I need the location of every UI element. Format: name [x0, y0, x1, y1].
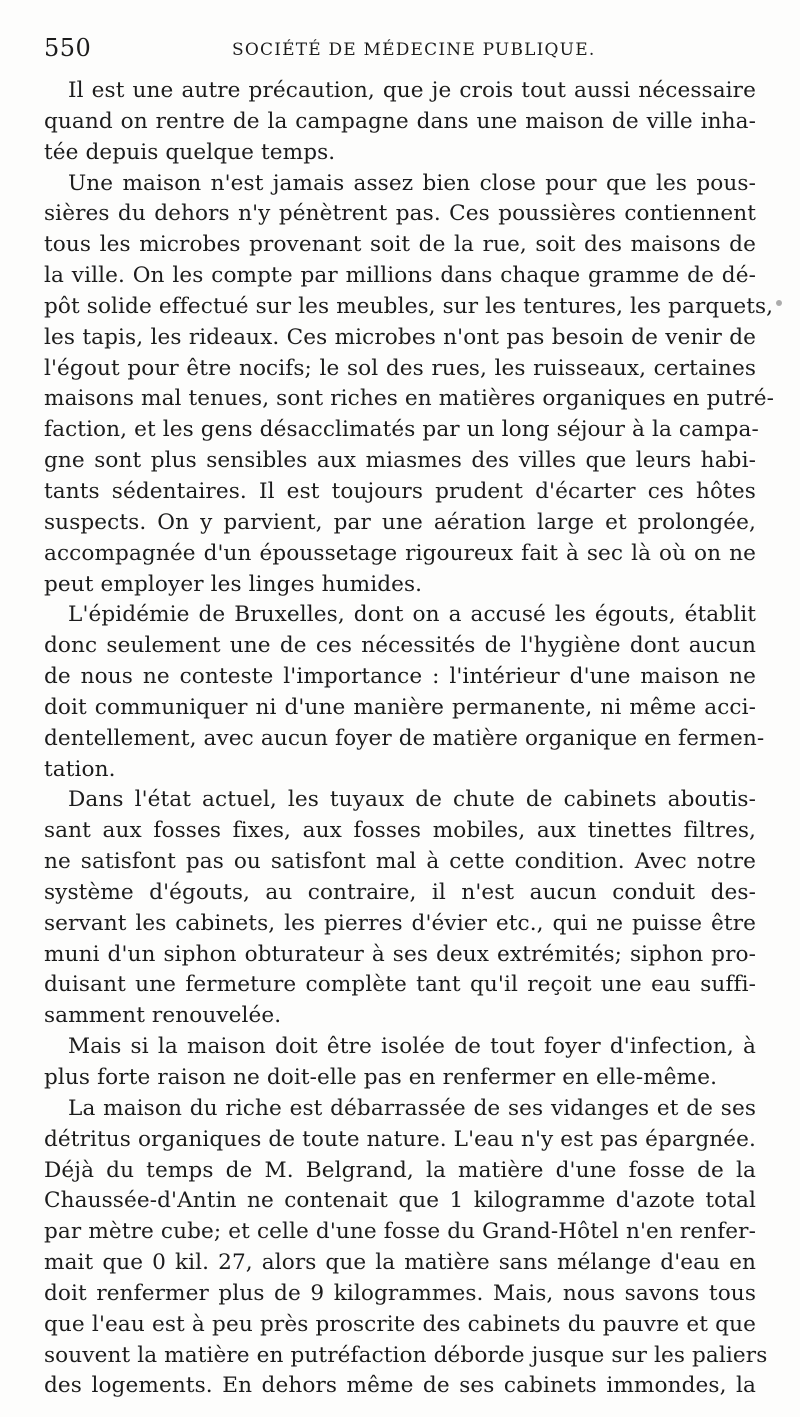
text-line: plus forte raison ne doit-elle pas en renfermer en elle-même.: [44, 1065, 718, 1090]
text-line: doit communiquer ni d'une manière permanente, ni même acci-: [44, 694, 756, 720]
text-line: tous les microbes provenant soit de la rue, soit des maisons de: [44, 232, 756, 258]
text-line: ne satisfont pas ou satisfont mal à cette condition. Avec notre: [44, 849, 756, 875]
text-line: Une maison n'est jamais assez bien close pour que les pous-: [68, 170, 756, 196]
running-head: SOCIÉTÉ DE MÉDECINE PUBLIQUE.: [232, 40, 596, 60]
text-line: maisons mal tenues, sont riches en matières organiques en putré-: [44, 386, 775, 412]
text-line: suspects. On y parvient, par une aération large et prolongée,: [44, 509, 756, 535]
text-line: des logements. En dehors même de ses cabinets immondes, la: [44, 1373, 756, 1399]
text-line: muni d'un siphon obturateur à ses deux extrémités; siphon pro-: [44, 941, 756, 967]
text-line: par mètre cube; et celle d'une fosse du Grand-Hôtel n'en renfer-: [44, 1219, 756, 1245]
text-line: dentellement, avec aucun foyer de matière organique en fermen-: [44, 725, 765, 751]
text-line: tée depuis quelque temps.: [44, 139, 336, 165]
text-line: pôt solide effectué sur les meubles, sur les tentures, les parquets,: [44, 293, 774, 319]
text-line: tation.: [44, 756, 116, 782]
page-header: [44, 34, 764, 68]
text-line: peut employer les linges humides.: [44, 571, 423, 597]
text-line: Chaussée-d'Antin ne contenait que 1 kilogramme d'azote total: [44, 1188, 756, 1214]
text-line: mait que 0 kil. 27, alors que la matière sans mélange d'eau en: [44, 1250, 756, 1276]
text-line: doit renfermer plus de 9 kilogrammes. Mais, nous savons tous: [44, 1280, 756, 1306]
text-line: samment renouvelée.: [44, 1003, 282, 1029]
text-line: Il est une autre précaution, que je crois tout aussi nécessaire: [68, 78, 756, 103]
text-line: accompagnée d'un époussetage rigoureux fait à sec là où on ne: [44, 540, 756, 566]
text-line: l'égout pour être nocifs; le sol des rues, les ruisseaux, certaines: [44, 355, 756, 381]
text-line: Déjà du temps de M. Belgrand, la matière d'une fosse de la: [44, 1157, 756, 1183]
text-line: gne sont plus sensibles aux miasmes des villes que leurs habi-: [44, 448, 756, 474]
text-line: la ville. On les compte par millions dans chaque gramme de dé-: [44, 263, 756, 289]
text-line: servant les cabinets, les pierres d'évier etc., qui ne puisse être: [44, 910, 756, 936]
text-line: sières du dehors n'y pénètrent pas. Ces poussières contiennent: [44, 201, 756, 227]
text-line: Mais si la maison doit être isolée de tout foyer d'infection, à: [68, 1034, 756, 1060]
ink-speck: [776, 300, 782, 306]
text-line: faction, et les gens désacclimatés par un long séjour à la campa-: [44, 417, 759, 443]
text-line: donc seulement une de ces nécessités de l'hygiène dont aucun: [44, 633, 756, 659]
text-line: sant aux fosses fixes, aux fosses mobiles, aux tinettes filtres,: [44, 818, 756, 844]
text-line: La maison du riche est débarrassée de ses vidanges et de ses: [68, 1095, 756, 1121]
text-line: de nous ne conteste l'importance : l'intérieur d'une maison ne: [44, 664, 756, 690]
body-text: [44, 76, 775, 1402]
text-line: détritus organiques de toute nature. L'eau n'y est pas épargnée.: [44, 1126, 756, 1152]
text-line: que l'eau est à peu près proscrite des cabinets du pauvre et que: [44, 1311, 756, 1337]
text-line: Dans l'état actuel, les tuyaux de chute de cabinets aboutis-: [68, 787, 756, 813]
text-line: L'épidémie de Bruxelles, dont on a accusé les égouts, établit: [68, 602, 756, 628]
text-line: duisant une fermeture complète tant qu'il reçoit une eau suffi-: [44, 972, 756, 998]
text-line: souvent la matière en putréfaction déborde jusque sur les paliers: [44, 1342, 768, 1368]
text-line: quand on rentre de la campagne dans une maison de ville inha-: [44, 108, 756, 134]
text-line: les tapis, les rideaux. Ces microbes n'ont pas besoin de venir de: [44, 324, 756, 350]
page-number: 550: [44, 34, 92, 62]
text-line: système d'égouts, au contraire, il n'est aucun conduit des-: [44, 879, 756, 905]
text-line: tants sédentaires. Il est toujours prudent d'écarter ces hôtes: [44, 478, 756, 504]
